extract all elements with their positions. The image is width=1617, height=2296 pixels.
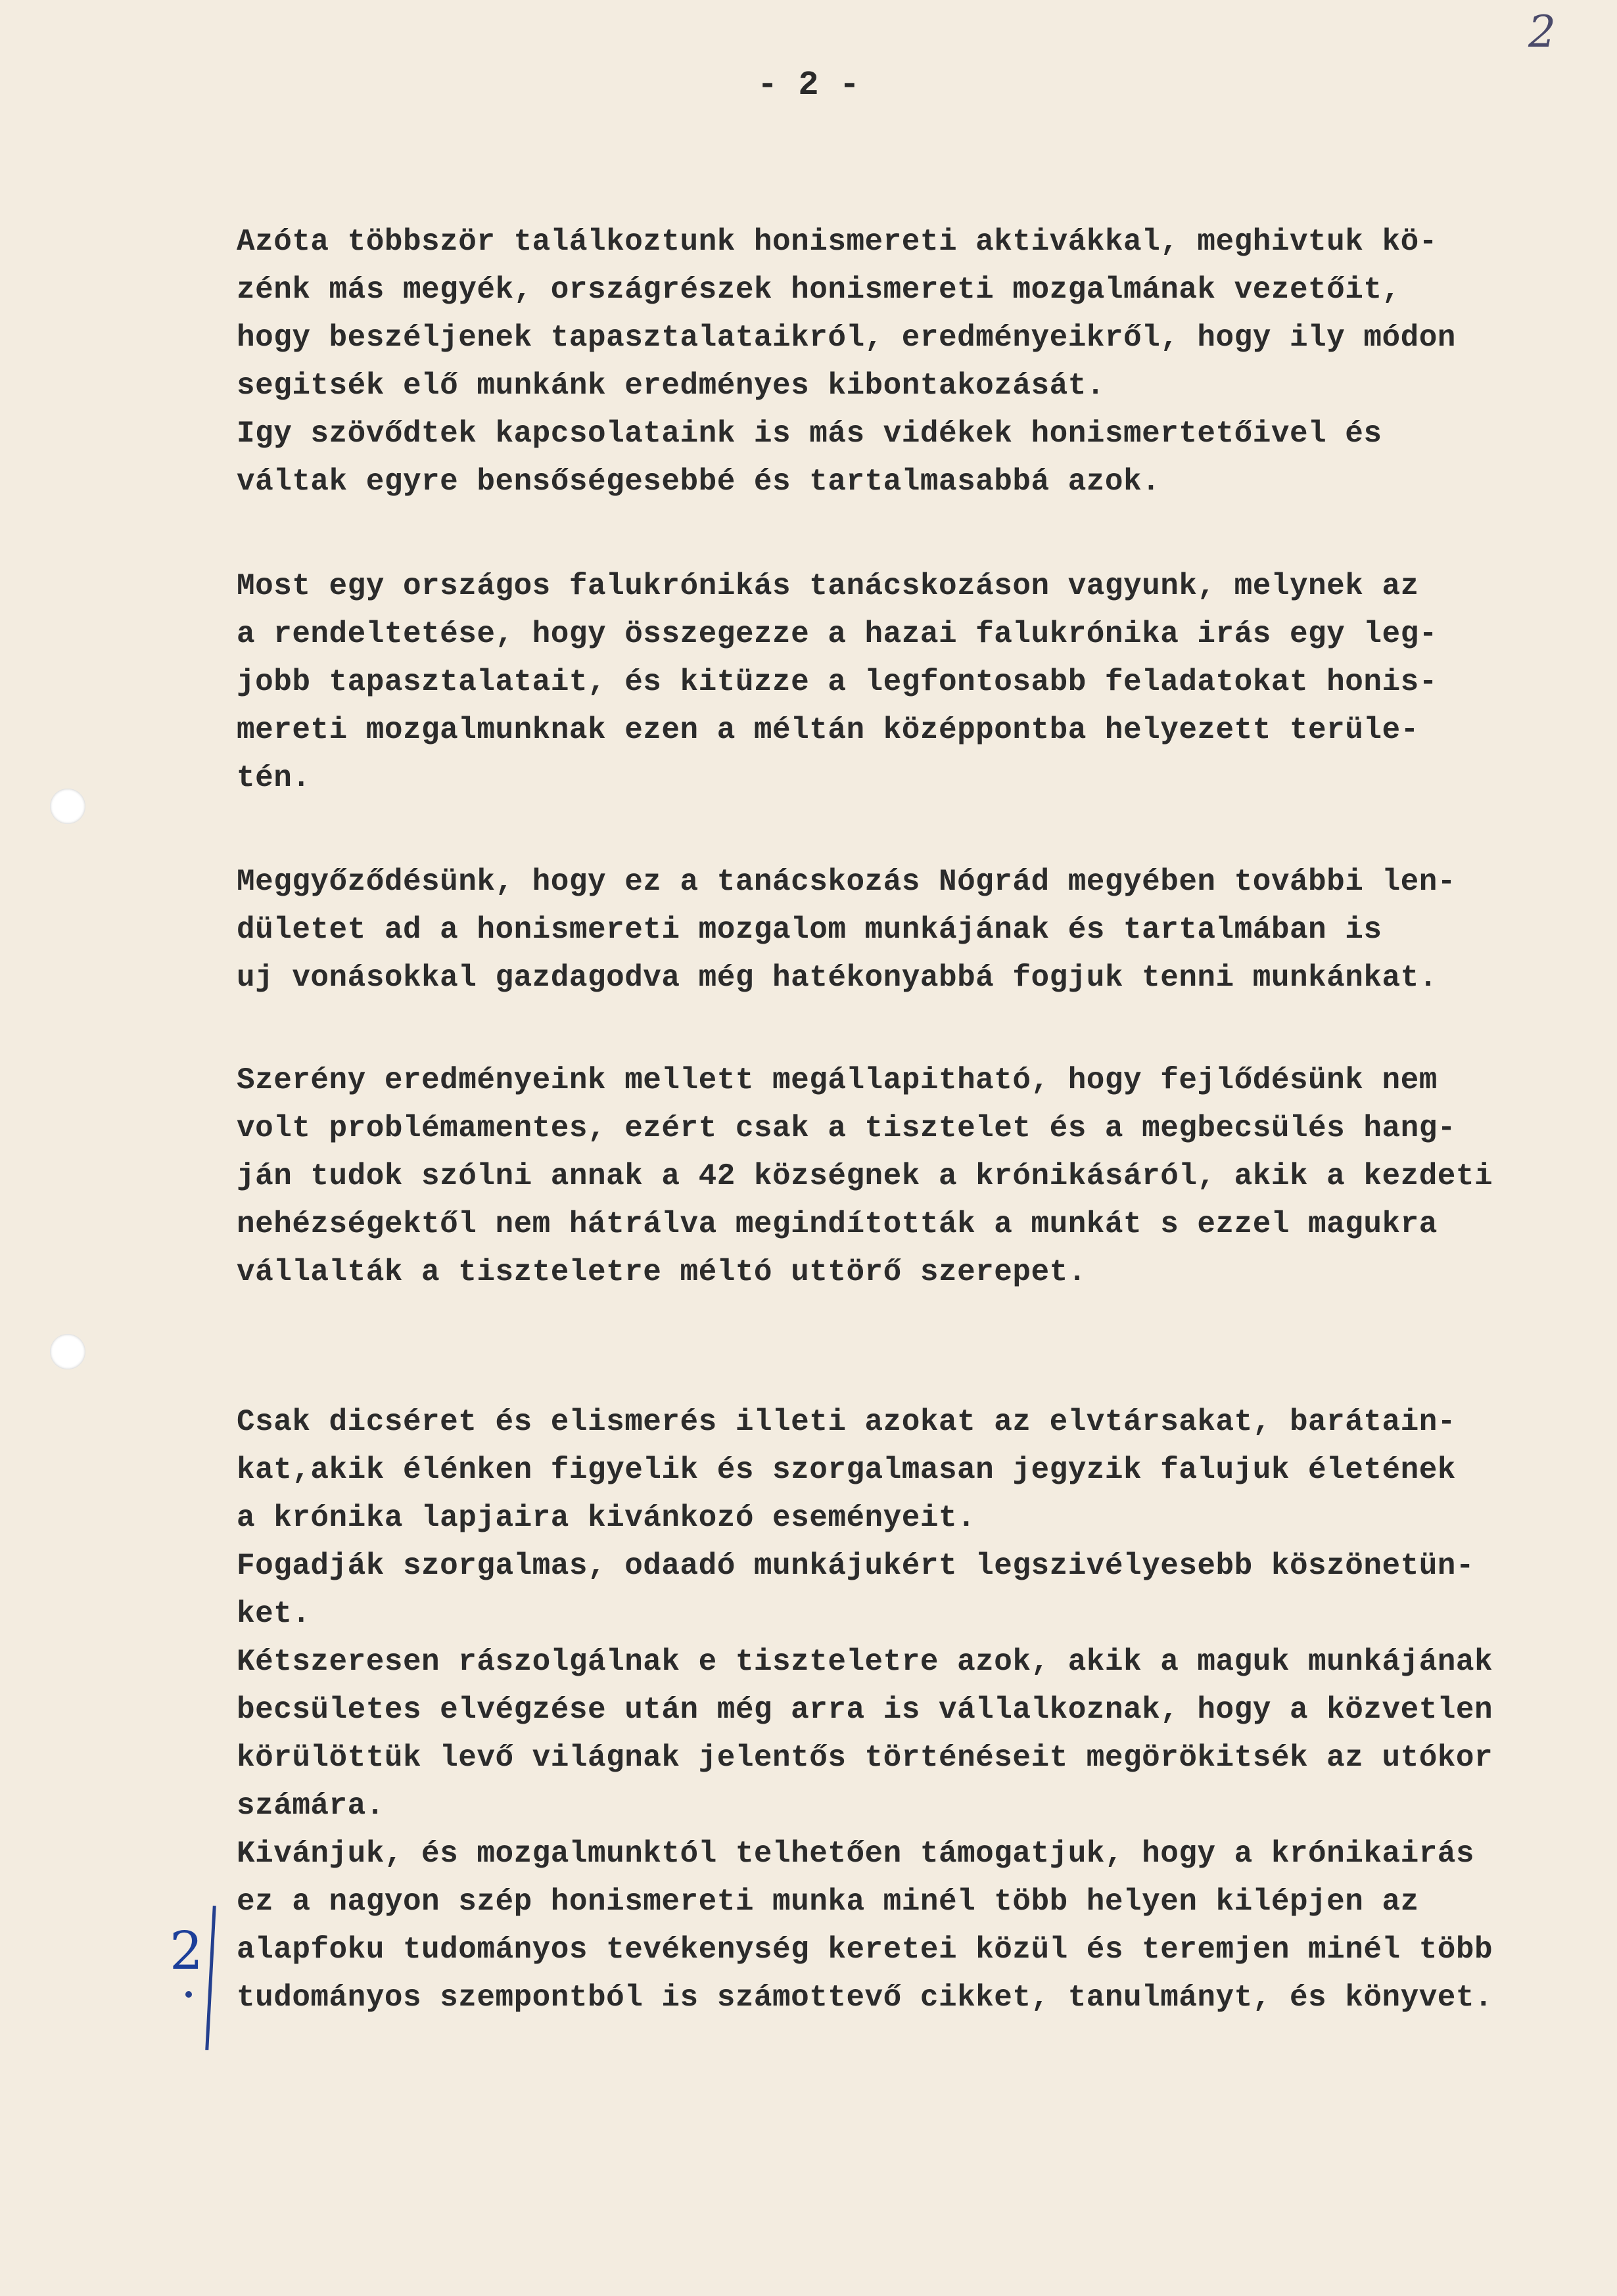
paragraph-3 [237,858,1571,1002]
text-line: zénk más megyék, országrészek honismereti mozgalmának vezetőit, [237,273,1401,307]
margin-bracket-line [205,1906,216,2050]
text-line: Meggyőződésünk, hogy ez a tanácskozás Nógrád megyében további len- [237,865,1456,899]
margin-note: 2 [170,1920,203,1981]
text-line: becsületes elvégzése után még arra is vállalkoznak, hogy a közvetlen [237,1693,1493,1727]
margin-dot [185,1991,192,1998]
text-line: alapfoku tudományos tevékenység keretei közül és teremjen minél több [237,1933,1493,1967]
text-line: vállalták a tiszteletre méltó uttörő szerepet. [237,1255,1087,1289]
text-line: ket. [237,1597,311,1631]
paragraph-1 [237,218,1571,506]
paragraph-4 [237,1057,1571,1297]
text-line: Csak dicséret és elismerés illeti azokat az elvtársakat, barátain- [237,1405,1456,1439]
text-line: uj vonásokkal gazdagodva még hatékonyabbá fogjuk tenni munkánkat. [237,961,1438,995]
text-line: Szerény eredményeink mellett megállapitható, hogy fejlődésünk nem [237,1063,1438,1097]
text-line: kat,akik élénken figyelik és szorgalmasan jegyzik falujuk életének [237,1453,1456,1487]
punch-hole [50,1334,85,1369]
paragraph-2 [237,563,1571,802]
handwritten-page-number: 2 [1528,7,1556,57]
text-line: tén. [237,761,311,795]
text-line: váltak egyre bensőségesebbé és tartalmasabbá azok. [237,465,1161,499]
page-header: - 2 - [757,66,860,104]
text-line: Fogadják szorgalmas, odaadó munkájukért legszivélyesebb köszönetün- [237,1549,1475,1583]
paragraph-5 [237,1398,1571,2022]
text-line: tudományos szempontból is számottevő cikket, tanulmányt, és könyvet. [237,1981,1493,2015]
text-line: Kivánjuk, és mozgalmunktól telhetően támogatjuk, hogy a krónikairás [237,1837,1475,1871]
text-line: Kétszeresen rászolgálnak e tiszteletre azok, akik a maguk munkájának [237,1645,1493,1679]
text-line: dületet ad a honismereti mozgalom munkájának és tartalmában is [237,913,1382,947]
text-line: a rendeltetése, hogy összegezze a hazai falukrónika irás egy leg- [237,617,1438,651]
text-line: mereti mozgalmunknak ezen a méltán középpontba helyezett terüle- [237,713,1419,747]
text-line: ján tudok szólni annak a 42 községnek a krónikásáról, akik a kezdeti [237,1159,1493,1193]
text-line: hogy beszéljenek tapasztalataikról, eredményeikről, hogy ily módon [237,321,1456,355]
text-line: volt problémamentes, ezért csak a tisztelet és a megbecsülés hang- [237,1111,1456,1145]
text-line: a krónika lapjaira kivánkozó eseményeit. [237,1501,976,1535]
punch-hole [50,789,85,824]
text-line: nehézségektől nem hátrálva megindították a munkát s ezzel magukra [237,1207,1438,1241]
text-line: segitsék elő munkánk eredményes kibontakozását. [237,369,1105,403]
text-line: jobb tapasztalatait, és kitüzze a legfontosabb feladatokat honis- [237,665,1438,699]
text-line: Igy szövődtek kapcsolataink is más vidékek honismertetőivel és [237,417,1382,451]
text-line: ez a nagyon szép honismereti munka minél több helyen kilépjen az [237,1885,1419,1919]
text-line: számára. [237,1789,385,1823]
text-line: Azóta többször találkoztunk honismereti aktivákkal, meghivtuk kö- [237,225,1438,259]
text-line: Most egy országos falukrónikás tanácskozáson vagyunk, melynek az [237,569,1419,603]
text-line: körülöttük levő világnak jelentős történéseit megörökitsék az utókor [237,1741,1493,1775]
